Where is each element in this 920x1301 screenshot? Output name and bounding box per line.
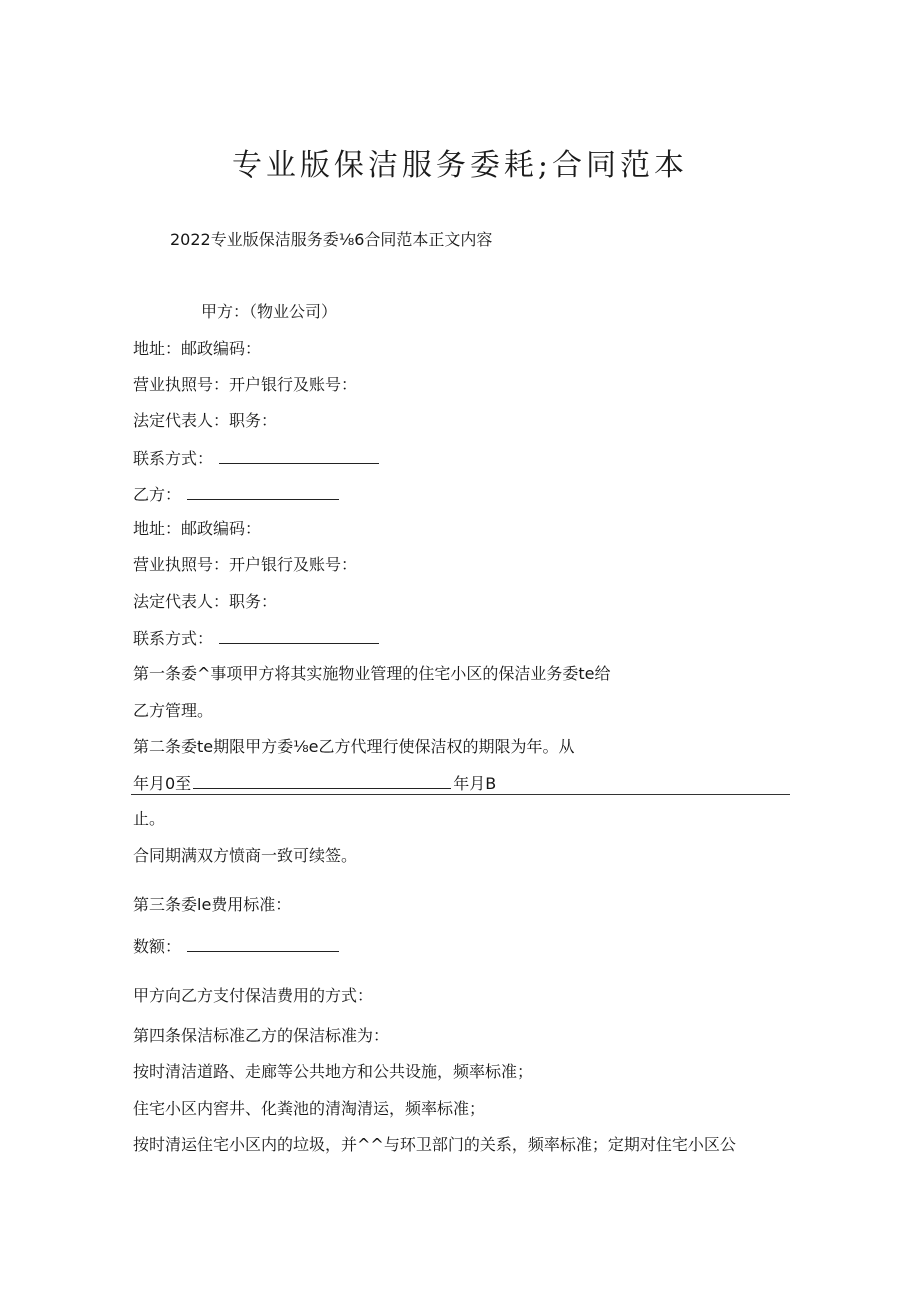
party-a-contact-row — [133, 447, 379, 470]
party-b-name-blank — [187, 483, 339, 500]
party-b-contact-row — [133, 627, 379, 650]
party-a-contact-blank — [219, 447, 379, 464]
article2-line2 — [133, 772, 496, 795]
article2-date-start: 年月0至 — [133, 774, 192, 793]
article3-amount-label: 数额： — [133, 937, 182, 956]
party-b-contact-blank — [219, 627, 379, 644]
party-a-license: 营业执照号：开户银行及账号： — [133, 375, 358, 394]
article2-line3: 止。 — [133, 809, 166, 828]
article3-amount-blank — [187, 935, 339, 952]
article4-line1: 第四条保洁标准乙方的保洁标准为： — [133, 1026, 390, 1045]
party-b-name-row — [133, 483, 339, 506]
article3-amount-row — [133, 935, 339, 958]
party-b-legal-rep: 法定代表人：职务： — [133, 592, 278, 611]
party-a-contact-label: 联系方式： — [133, 449, 214, 468]
party-a-legal-rep: 法定代表人：职务： — [133, 411, 278, 430]
party-a-name: 甲方：（物业公司） — [201, 302, 338, 321]
party-b-name-label: 乙方： — [133, 485, 182, 504]
document-title: 专业版保洁服务委耗;合同范本 — [231, 148, 689, 183]
party-b-contact-label: 联系方式： — [133, 629, 214, 648]
article2-line1: 第二条委te期限甲方委⅛e乙方代理行使保洁权的期限为年。从 — [133, 737, 575, 756]
article4-line3: 住宅小区内窖井、化粪池的清淘清运，频率标准； — [133, 1099, 486, 1118]
article2-date-end: 年月B — [453, 774, 497, 793]
article3-line1: 第三条委le费用标准： — [133, 895, 292, 914]
article4-line2: 按时清洁道路、走廊等公共地方和公共设施，频率标准； — [133, 1062, 534, 1081]
article3-payment: 甲方向乙方支付保洁费用的方式： — [133, 986, 374, 1005]
party-a-address: 地址：邮政编码： — [133, 339, 262, 358]
article1-line2: 乙方管理。 — [133, 701, 214, 720]
article2-date-blank — [193, 772, 451, 789]
article4-line4: 按时清运住宅小区内的垃圾，并^^与环卫部门的关系，频率标准；定期对住宅小区公 — [133, 1135, 736, 1154]
article1-line1: 第一条委^事项甲方将其实施物业管理的住宅小区的保洁业务委te给 — [133, 664, 611, 683]
party-b-address: 地址：邮政编码： — [133, 519, 262, 538]
party-b-license: 营业执照号：开户银行及账号： — [133, 555, 358, 574]
document-subtitle: 2022专业版保洁服务委⅛6合同范本正文内容 — [170, 230, 493, 249]
article2-line4: 合同期满双方愤商一致可续签。 — [133, 846, 358, 865]
article2-divider-line — [131, 794, 790, 795]
